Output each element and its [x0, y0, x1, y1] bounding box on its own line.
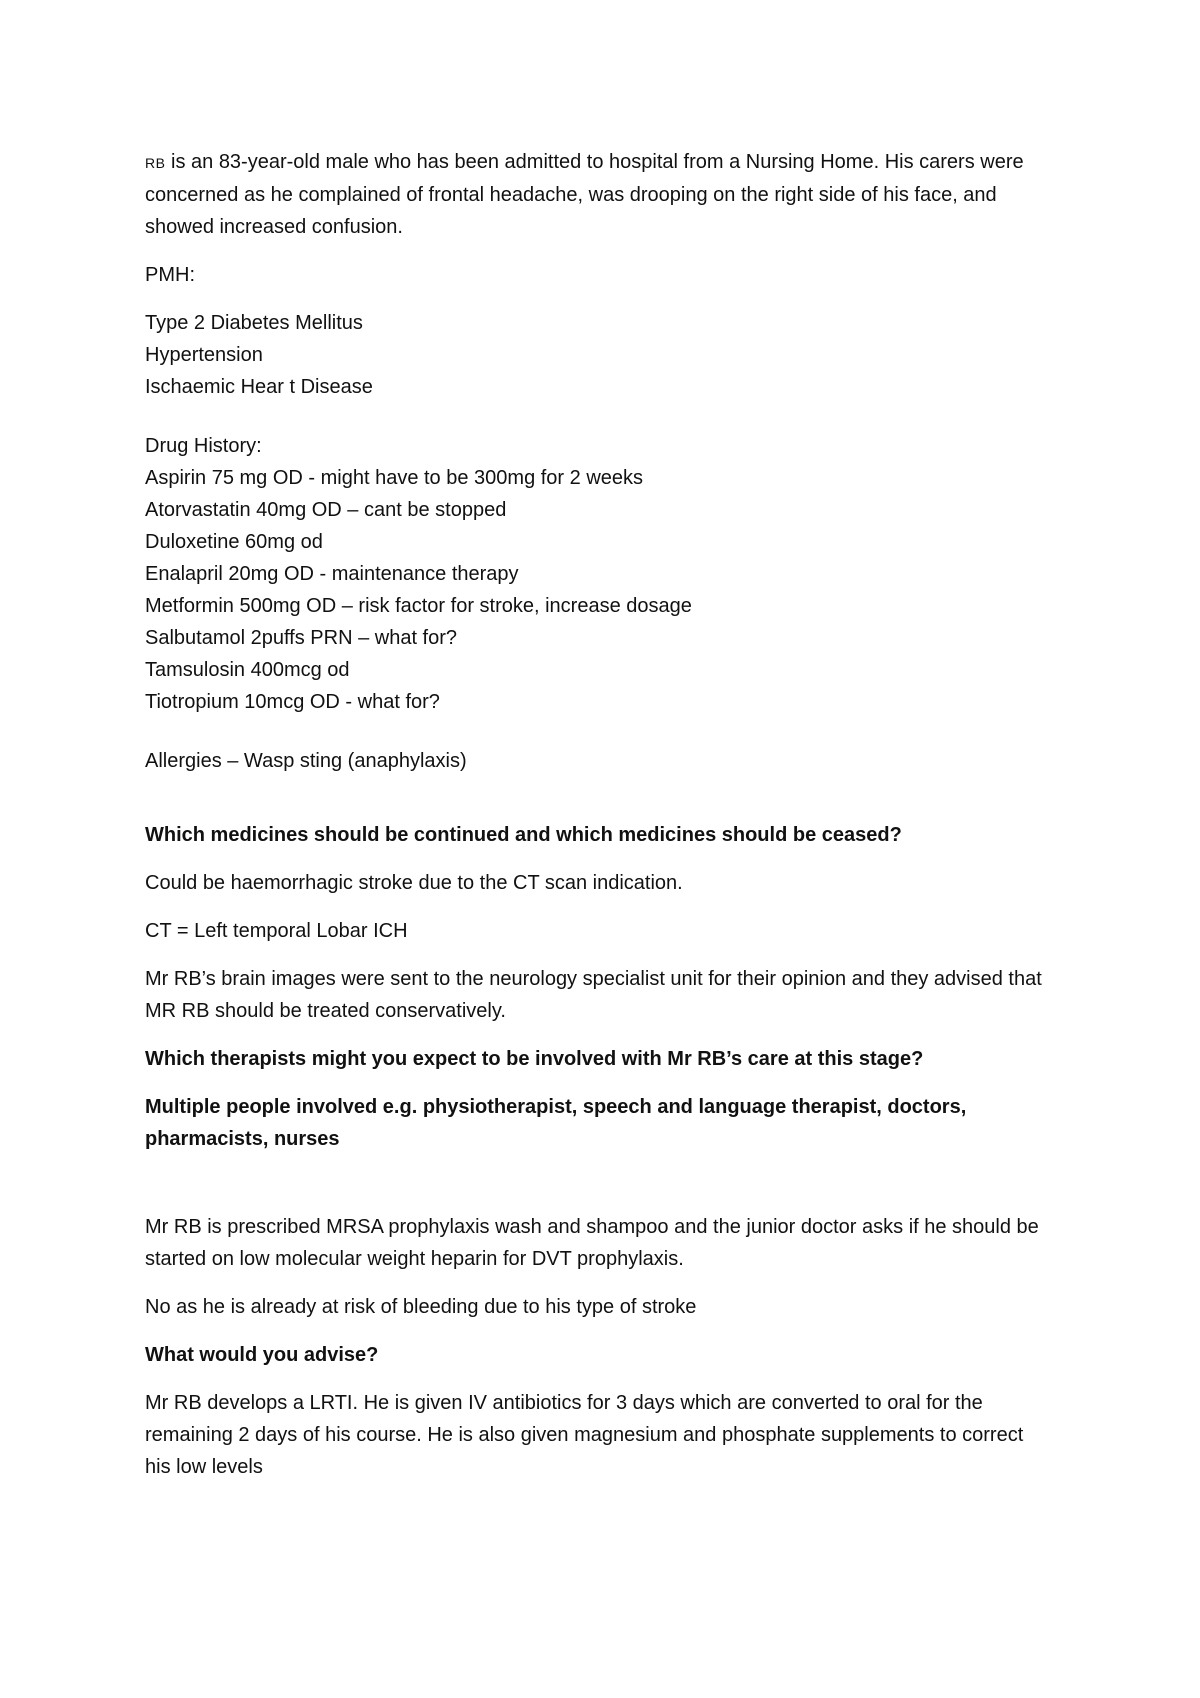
lrti-paragraph: Mr RB develops a LRTI. He is given IV antibiotics for 3 days which are converted to oral for the remaining 2 days of his course. He is also given magnesium and phosphate supplements to correct his low levels: [145, 1392, 1024, 1478]
drug-history-heading: Drug History:: [145, 435, 262, 457]
patient-initials: RB: [145, 155, 166, 171]
intro-text: is an 83-year-old male who has been admitted to hospital from a Nursing Home. His carers were concerned as he complained of frontal headache, was drooping on the right side of his face, and showed increased confusion.: [145, 151, 1024, 238]
drug-item: Tamsulosin 400mcg od: [145, 659, 350, 681]
question-therapists: Which therapists might you expect to be involved with Mr RB’s care at this stage?: [145, 1048, 924, 1070]
pmh-heading: PMH:: [145, 264, 195, 286]
allergies-line: Allergies – Wasp sting (anaphylaxis): [145, 750, 467, 772]
answer-stroke-type: Could be haemorrhagic stroke due to the CT scan indication.: [145, 872, 683, 894]
answer-heparin: No as he is already at risk of bleeding due to his type of stroke: [145, 1296, 697, 1318]
drug-history: [145, 430, 1050, 718]
ct-result: CT = Left temporal Lobar ICH: [145, 920, 408, 942]
drug-item: Duloxetine 60mg od: [145, 531, 323, 553]
drug-item: Tiotropium 10mcg OD - what for?: [145, 691, 440, 713]
question-advise: What would you advise?: [145, 1344, 379, 1366]
pmh-item: Hypertension: [145, 344, 263, 366]
drug-item: Enalapril 20mg OD - maintenance therapy: [145, 563, 519, 585]
drug-item: Aspirin 75 mg OD - might have to be 300mg for 2 weeks: [145, 467, 644, 489]
mrsa-paragraph: Mr RB is prescribed MRSA prophylaxis wash and shampoo and the junior doctor asks if he should be started on low molecular weight heparin for DVT prophylaxis.: [145, 1216, 1039, 1270]
question-medicines: Which medicines should be continued and which medicines should be ceased?: [145, 824, 902, 846]
drug-item: Atorvastatin 40mg OD – cant be stopped: [145, 499, 507, 521]
drug-item: Metformin 500mg OD – risk factor for stroke, increase dosage: [145, 595, 692, 617]
neurology-paragraph: Mr RB’s brain images were sent to the neurology specialist unit for their opinion and they advised that MR RB should be treated conservatively.: [145, 968, 1042, 1022]
intro-paragraph: [145, 146, 1050, 243]
pmh-item: Ischaemic Hear t Disease: [145, 376, 373, 398]
drug-item: Salbutamol 2puffs PRN – what for?: [145, 627, 458, 649]
pmh-list: [145, 307, 1050, 403]
pmh-item: Type 2 Diabetes Mellitus: [145, 312, 363, 334]
answer-therapists: Multiple people involved e.g. physiotherapist, speech and language therapist, doctors, pharmacists, nurses: [145, 1096, 967, 1150]
